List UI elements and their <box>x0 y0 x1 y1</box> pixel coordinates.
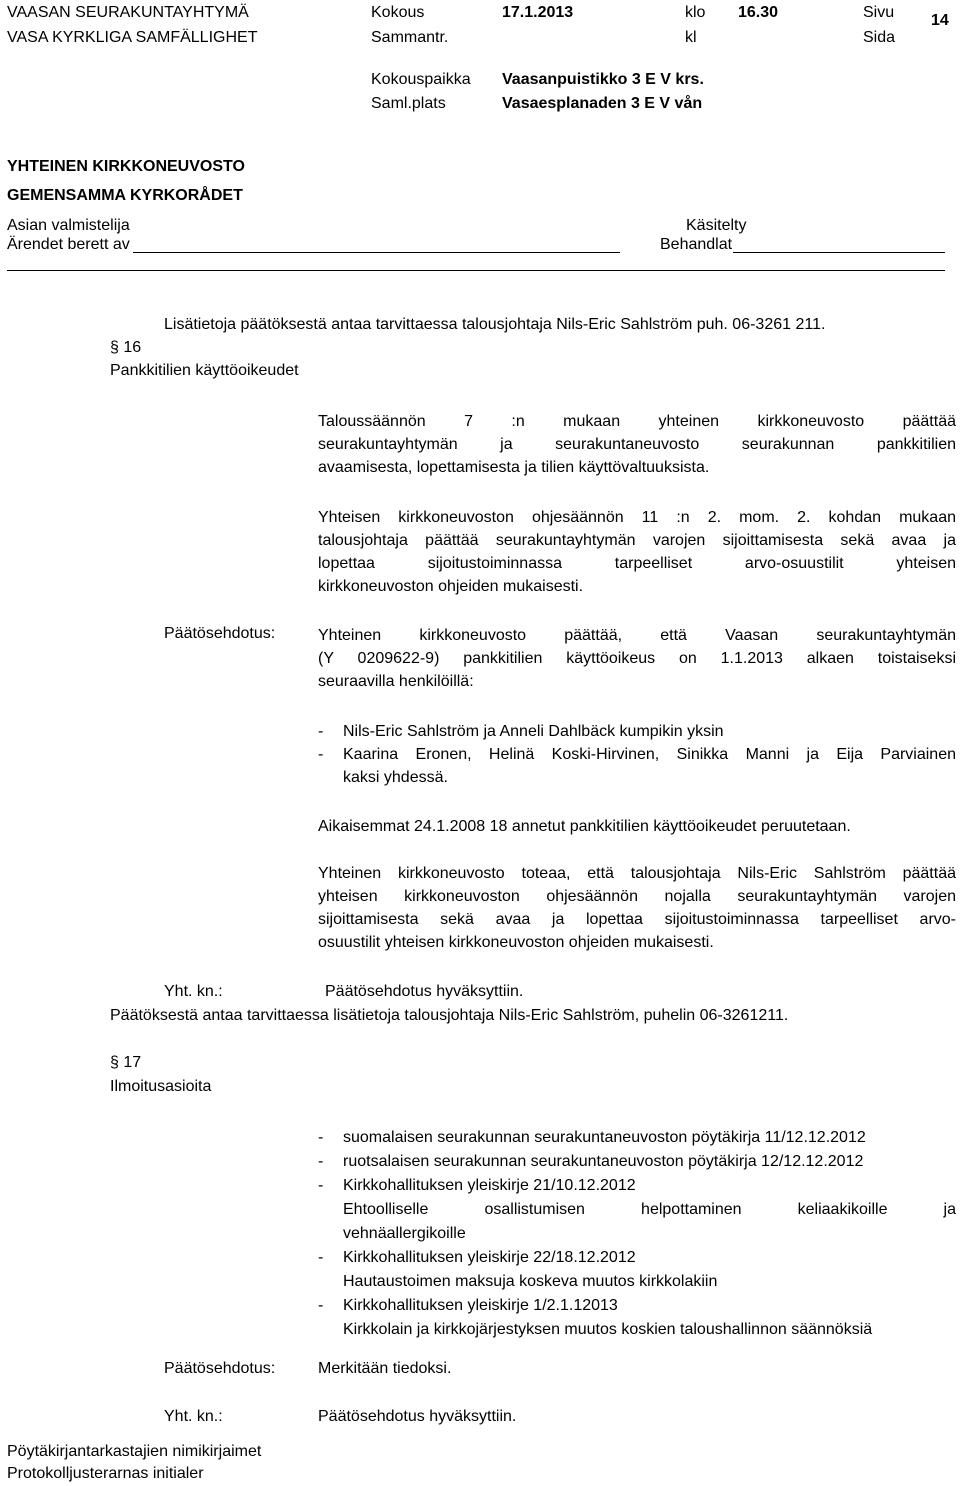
preparer-label-fi: Asian valmistelija <box>7 217 130 234</box>
list-dash: - <box>318 1129 324 1146</box>
paragraph-line: yhteisen kirkkoneuvoston ohjesäännön nojalla seurakuntayhtymän varojen <box>318 888 956 905</box>
list-dash: - <box>318 1249 324 1266</box>
footer-initials-fi: Pöytäkirjantarkastajien nimikirjaimet <box>7 1443 262 1460</box>
section-16-heading <box>110 338 141 357</box>
meeting-label-fi: Kokous <box>371 4 425 21</box>
decision-label: Yht. kn.: <box>164 983 223 1000</box>
list-item-text: Kaarina Eronen, Helinä Koski-Hirvinen, Sinikka Manni ja Eija Parviainen <box>343 746 956 763</box>
place-label-fi: Kokouspaikka <box>371 71 471 88</box>
list-item-text: Ehtoolliselle osallistumisen helpottaminen keliaakikoille ja <box>343 1201 956 1218</box>
time-label-fi: klo <box>685 4 706 21</box>
list-item-text: ruotsalaisen seurakunnan seurakuntaneuvoston pöytäkirja 12/12.12.2012 <box>343 1153 864 1170</box>
paragraph-line: Taloussäännön 7 :n mukaan yhteinen kirkkoneuvosto päättää <box>318 413 956 430</box>
section-16-para-1 <box>318 410 956 479</box>
paragraph-line: Yhteinen kirkkoneuvosto toteaa, että talousjohtaja Nils-Eric Sahlström päättää <box>318 865 956 882</box>
proposal-label: Päätösehdotus: <box>164 1360 276 1377</box>
section-16-notice <box>318 862 956 954</box>
paragraph-line: Yhteinen kirkkoneuvosto päättää, että Vaasan seurakuntayhtymän <box>318 627 956 644</box>
meeting-date: 17.1.2013 <box>502 4 574 21</box>
place-label-sv: Saml.plats <box>371 95 446 112</box>
list-item-text: vehnäallergikoille <box>343 1225 466 1242</box>
list-item-text: Hautaustoimen maksuja koskeva muutos kirkkolakiin <box>343 1273 718 1290</box>
persons-list <box>318 720 956 789</box>
decision-text: Päätösehdotus hyväksyttiin. <box>318 1408 517 1425</box>
footer-initials-sv: Protokolljusterarnas initialer <box>7 1465 204 1482</box>
list-item <box>318 1174 956 1246</box>
list-item-text: Kirkkohallituksen yleiskirje 22/18.12.2012 <box>343 1249 636 1266</box>
list-item <box>318 1150 956 1174</box>
list-dash: - <box>318 723 324 740</box>
section-16-proposal <box>318 624 956 693</box>
list-item <box>318 1246 956 1294</box>
page-label-fi: Sivu <box>863 4 895 21</box>
list-item-text: Kirkkohallituksen yleiskirje 1/2.1.12013 <box>343 1297 618 1314</box>
footer-note: Päätöksestä antaa tarvittaessa lisätietoja talousjohtaja Nils-Eric Sahlström, puhelin 06-3261211. <box>110 1007 789 1024</box>
list-dash: - <box>318 1153 324 1170</box>
list-item-text: suomalaisen seurakunnan seurakuntaneuvoston pöytäkirja 11/12.12.2012 <box>343 1129 866 1146</box>
paragraph-line: seuraavilla henkilöillä: <box>318 673 474 690</box>
list-item <box>318 743 956 789</box>
handled-underline <box>733 252 945 253</box>
section-symbol: § <box>110 339 119 356</box>
list-item-text: Kirkkolain ja kirkkojärjestyksen muutos koskien taloushallinnon säännöksiä <box>343 1321 873 1338</box>
paragraph-line: Yhteisen kirkkoneuvoston ohjesäännön 11 :n 2. mom. 2. kohdan mukaan <box>318 509 956 526</box>
list-item-text: Nils-Eric Sahlström ja Anneli Dahlbäck kumpikin yksin <box>343 723 724 740</box>
list-item-text: kaksi yhdessä. <box>343 769 448 786</box>
handled-label-sv: Behandlat <box>660 236 733 253</box>
section-17-title: Ilmoitusasioita <box>110 1078 212 1095</box>
list-item <box>318 720 956 743</box>
paragraph-line: sijoittamisesta sekä avaa ja lopettaa sijoitustoiminnassa tarpeelliset arvo- <box>318 911 956 928</box>
section-17-heading <box>110 1053 141 1072</box>
org-name-fi: VAASAN SEURAKUNTAYHTYMÄ <box>7 4 249 21</box>
proposal-text: Merkitään tiedoksi. <box>318 1360 452 1377</box>
meeting-time: 16.30 <box>738 4 779 21</box>
body-name-sv: GEMENSAMMA KYRKORÅDET <box>7 187 243 204</box>
paragraph-line: kirkkoneuvoston ohjeiden mukaisesti. <box>318 578 584 595</box>
section-symbol: § <box>110 1054 119 1071</box>
org-name-sv: VASA KYRKLIGA SAMFÄLLIGHET <box>7 29 258 46</box>
page-label-sv: Sida <box>863 29 896 46</box>
handled-label-fi: Käsitelty <box>686 217 747 234</box>
preparer-label-sv: Ärendet berett av <box>7 236 130 253</box>
page-number: 14 <box>931 12 949 29</box>
list-dash: - <box>318 1297 324 1314</box>
list-item <box>318 1126 956 1150</box>
section-number: 16 <box>123 339 142 356</box>
intro-note: Lisätietoja päätöksestä antaa tarvittaessa talousjohtaja Nils-Eric Sahlström puh. 06-3261 211. <box>164 316 826 333</box>
preparer-underline <box>133 252 620 253</box>
paragraph-line: (Y 0209622-9) pankkitilien käyttöoikeus on 1.1.2013 alkaen toistaiseksi <box>318 650 956 667</box>
list-item <box>318 1294 956 1342</box>
decision-text: Päätösehdotus hyväksyttiin. <box>325 983 524 1000</box>
time-label-sv: kl <box>685 29 697 46</box>
list-dash: - <box>318 1177 324 1194</box>
list-item-text: Kirkkohallituksen yleiskirje 21/10.12.2012 <box>343 1177 636 1194</box>
notices-list <box>318 1126 956 1342</box>
proposal-label: Päätösehdotus: <box>164 625 276 642</box>
section-16-title: Pankkitilien käyttöoikeudet <box>110 362 299 379</box>
place-sv: Vasaesplanaden 3 E V vån <box>502 95 703 112</box>
section-16-para-2 <box>318 506 956 598</box>
earlier-rights-note: Aikaisemmat 24.1.2008 18 annetut pankkitilien käyttöoikeudet peruutetaan. <box>318 818 851 835</box>
paragraph-line: osuustilit yhteisen kirkkoneuvoston ohjeiden mukaisesti. <box>318 934 714 951</box>
header-divider <box>7 270 945 271</box>
paragraph-line: avaamisesta, lopettamisesta ja tilien käyttövaltuuksista. <box>318 459 710 476</box>
paragraph-line: seurakuntayhtymän ja seurakuntaneuvosto seurakunnan pankkitilien <box>318 436 956 453</box>
paragraph-line: lopettaa sijoitustoiminnassa tarpeelliset arvo-osuustilit yhteisen <box>318 555 956 572</box>
list-dash: - <box>318 746 324 763</box>
section-number: 17 <box>123 1054 142 1071</box>
body-name-fi: YHTEINEN KIRKKONEUVOSTO <box>7 158 245 175</box>
decision-label: Yht. kn.: <box>164 1408 223 1425</box>
meeting-label-sv: Sammantr. <box>371 29 449 46</box>
paragraph-line: talousjohtaja päättää seurakuntayhtymän varojen sijoittamisesta sekä avaa ja <box>318 532 956 549</box>
place-fi: Vaasanpuistikko 3 E V krs. <box>502 71 704 88</box>
